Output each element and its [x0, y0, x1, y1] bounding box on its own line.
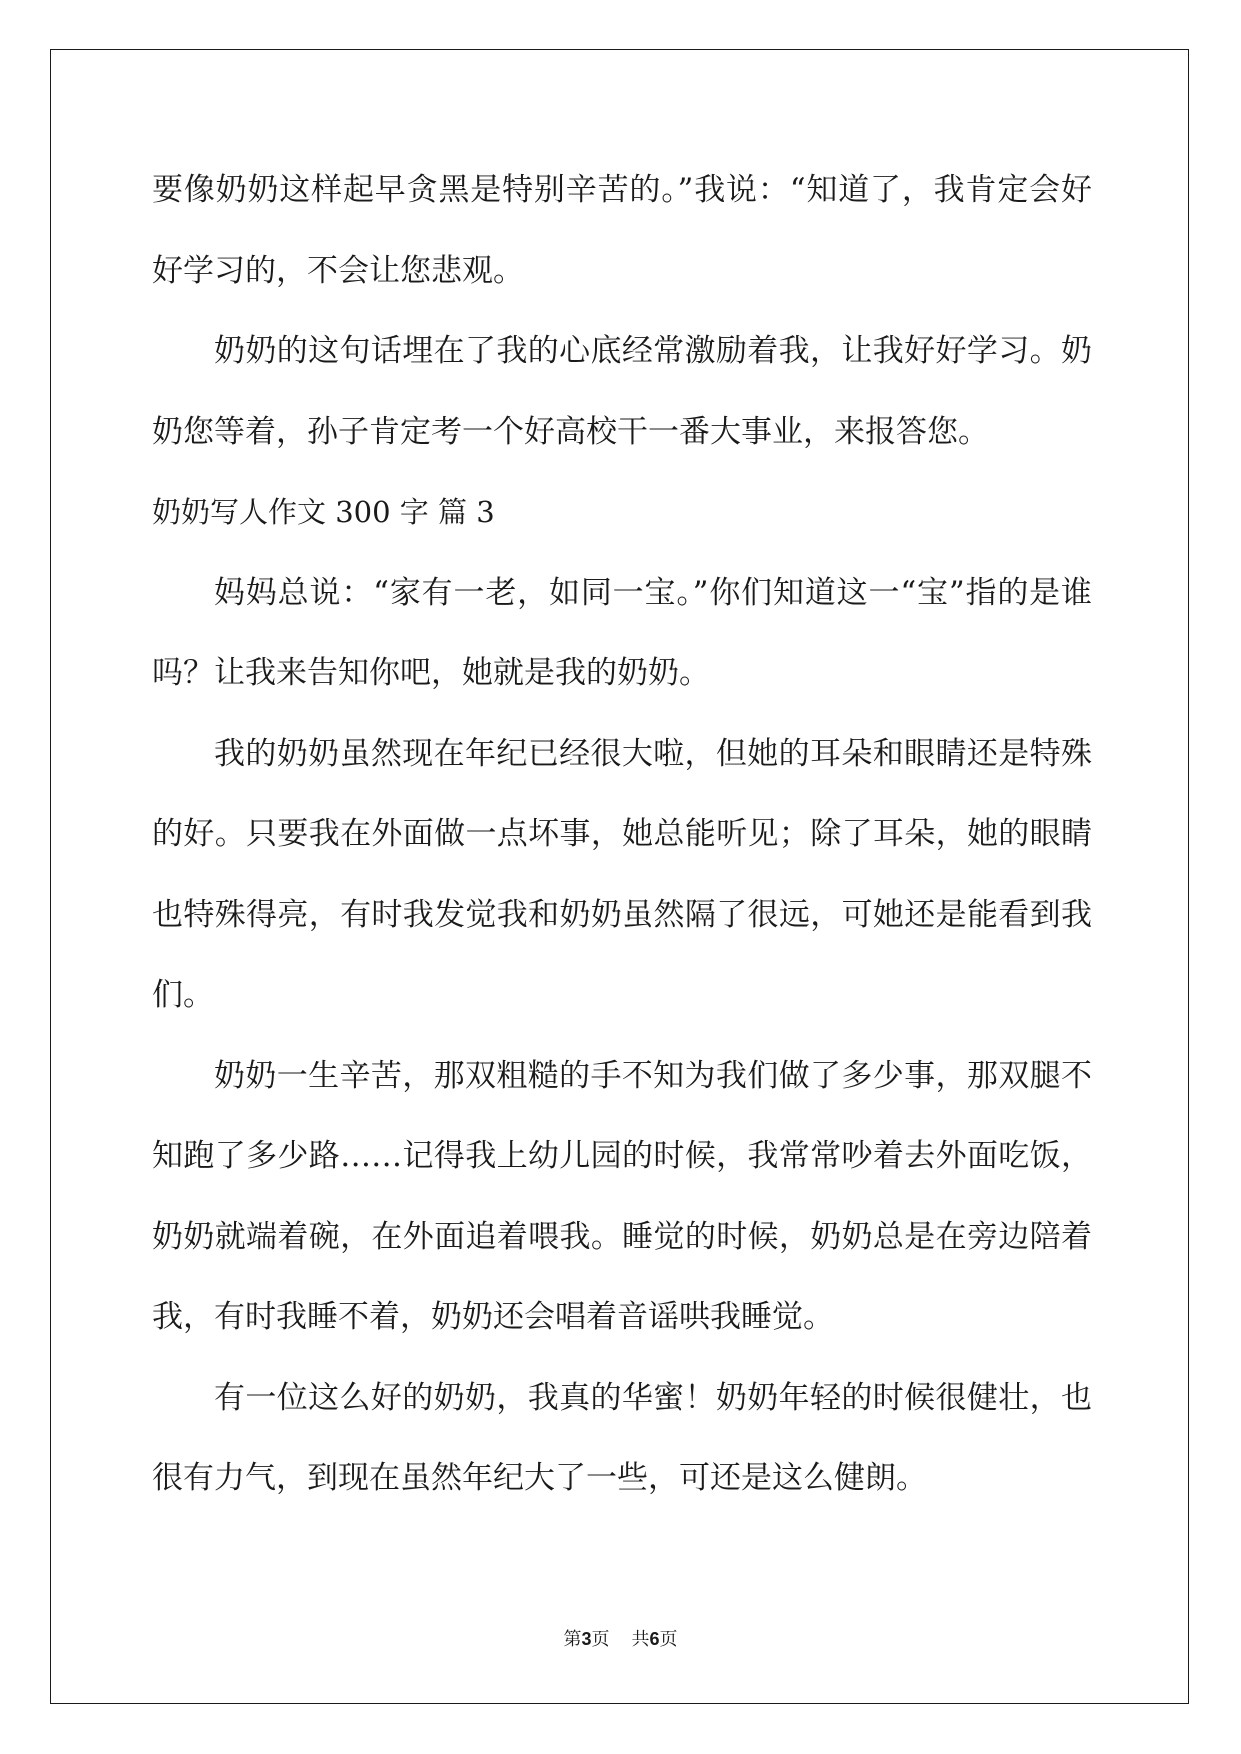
page-footer	[0, 1625, 1241, 1651]
paragraph-4: 我的奶奶虽然现在年纪已经很大啦，但她的耳朵和眼睛还是特殊的好。只要我在外面做一点坏事，她总能听见；除了耳朵，她的眼睛也特殊得亮，有时我发觉我和奶奶虽然隔了很远，可她还是能看到我们。	[152, 735, 1092, 1013]
footer-page-prefix: 第	[563, 1629, 582, 1650]
footer-page-suffix: 页	[591, 1629, 610, 1650]
footer-total-pages: 6	[649, 1629, 660, 1649]
footer-total-suffix: 页	[659, 1629, 678, 1650]
document-body	[152, 150, 1092, 1519]
paragraph-3: 妈妈总说：“家有一老，如同一宝。”你们知道这一“宝”指的是谁吗？让我来告知你吧，她就是我的奶奶。	[152, 574, 1092, 691]
section-heading: 奶奶写人作文 300 字 篇 3	[152, 495, 495, 529]
paragraph-6: 有一位这么好的奶奶，我真的华蜜！奶奶年轻的时候很健壮，也很有力气，到现在虽然年纪大了一些，可还是这么健朗。	[152, 1379, 1092, 1496]
footer-total-prefix: 共	[631, 1629, 650, 1650]
paragraph-2: 奶奶的这句话埋在了我的心底经常激励着我，让我好好学习。奶奶您等着，孙子肯定考一个好高校干一番大事业，来报答您。	[152, 333, 1092, 450]
paragraph-1: 要像奶奶这样起早贪黑是特别辛苦的。”我说：“知道了，我肯定会好好学习的，不会让您悲观。	[152, 172, 1092, 289]
footer-page-number: 3	[581, 1629, 592, 1649]
paragraph-5: 奶奶一生辛苦，那双粗糙的手不知为我们做了多少事，那双腿不知跑了多少路……记得我上幼儿园的时候，我常常吵着去外面吃饭，奶奶就端着碗，在外面追着喂我。睡觉的时候，奶奶总是在旁边陪着我，有时我睡不着，奶奶还会唱着音谣哄我睡觉。	[152, 1057, 1092, 1335]
